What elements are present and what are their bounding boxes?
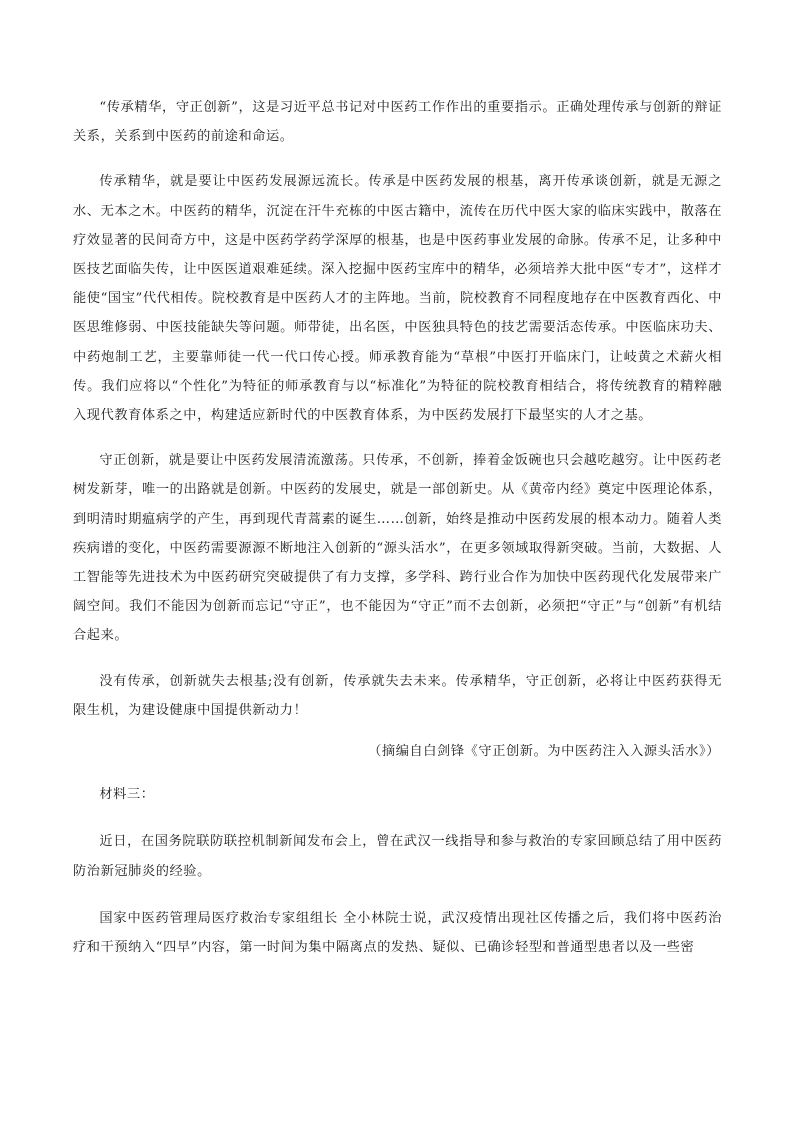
material-three-label: 材料三： <box>99 787 155 803</box>
inheritance-paragraph: 传承精华，就是要让中医药发展源远流长。传承是中医药发展的根基，离开传承谈创新，就是无源之水、无本之木。中医药的精华，沉淀在汗牛充栋的中医古籍中，流传在历代中医大家的临床实践中，散落在疗效显著的民间奇方中，这是中医药学药学深厚的根基，也是中医药事业发展的命脉。传承不足，让多种中医技艺面临失传，让中医医道艰难延续。深入挖掘中医药宝库中的精华，必须培养大批中医“专才”，这样才能使“国宝”代代相传。院校教育是中医药人才的主阵地。当前，院校教育不同程度地存在中医教育西化、中医思维修弱、中医技能缺失等问题。师带徒，出名医，中医独具特色的技艺需要活态传承。中医临床功夫、中药炮制工艺，主要靠师徒一代一代口传心授。师承教育能为“草根”中医打开临床门，让岐黄之术薪火相传。我们应将以“个性化”为特征的师承教育与以“标准化”为特征的院校教育相结合，将传统教育的精粹融入现代教育体系之中，构建适应新时代的中医教育体系，为中医药发展打下最坚实的人才之基。 <box>73 174 722 424</box>
source-citation: （摘编自白剑锋《守正创新。为中医药注入入源头活水》） <box>368 744 720 760</box>
innovation-paragraph: 守正创新，就是要让中医药发展清流激荡。只传承，不创新，捧着金饭碗也只会越吃越穷。让中医药老树发新芽，唯一的出路就是创新。中医药的发展史，就是一部创新史。从《黄帝内经》奠定中医理论体系，到明清时期瘟病学的产生，再到现代青蒿素的诞生……创新，始终是推动中医药发展的根本动力。随着人类疾病谱的变化，中医药需要源源不断地注入创新的“源头活水”，在更多领域取得新突破。当前，大数据、人工智能等先进技术为中医药研究突破提供了有力支撑，多学科、跨行业合作为加快中医药现代化发展带来广阔空间。我们不能因为创新而忘记“守正”，也不能因为“守正”而不去创新，必须把“守正”与“创新”有机结合起来。 <box>73 453 722 644</box>
material-paragraph: 近日，在国务院联防联控机制新闻发布会上，曾在武汉一线指导和参与救治的专家回顾总结了用中医药防治新冠肺炎的经验。 <box>73 834 722 879</box>
conclusion-paragraph: 没有传承，创新就失去根基;没有创新，传承就失去未来。传承精华，守正创新，必将让中医药获得无限生机，为建设健康中国提供新动力！ <box>73 673 722 718</box>
material-paragraph: 国家中医药管理局医疗救治专家组组长 全小林院士说，武汉疫情出现社区传播之后，我们将中医药治疗和干预纳入“四早”内容，第一时间为集中隔离点的发热、疑似、已确诊轻型和普通型患者以及一些密 <box>73 910 722 956</box>
intro-paragraph: “传承精华，守正创新”，这是习近平总书记对中医药工作作出的重要指示。正确处理传承与创新的辩证关系，关系到中医药的前途和命运。 <box>73 100 722 145</box>
